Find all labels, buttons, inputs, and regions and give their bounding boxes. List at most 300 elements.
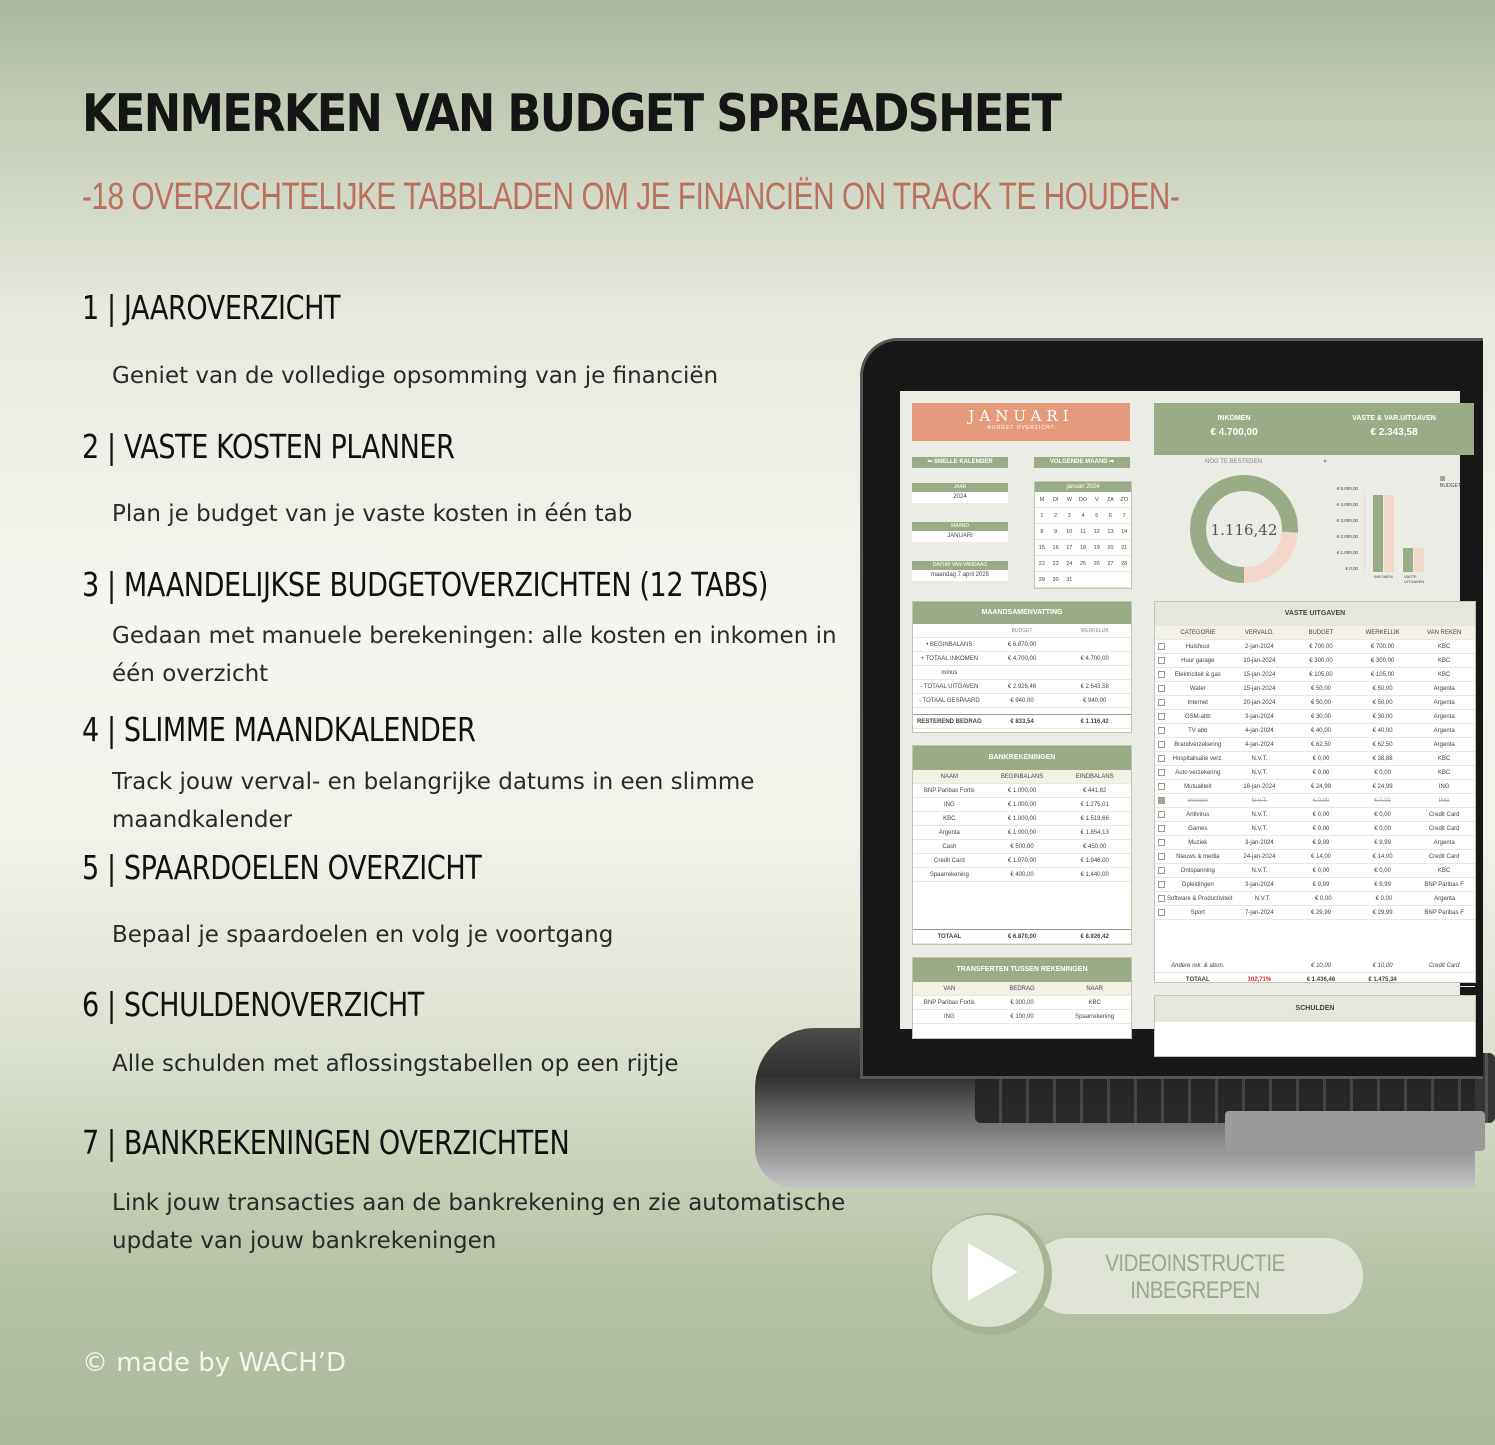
vaste-row <box>1155 668 1475 682</box>
vaste-row-cell: TV abb <box>1188 727 1208 734</box>
bank-row <box>913 798 1131 812</box>
vaste-row-cell: € 0,00 <box>1315 895 1332 902</box>
feature-heading-2: 2 | VASTE KOSTEN PLANNER <box>82 427 455 466</box>
summary-row-cell: € 940,00 <box>1010 697 1034 704</box>
vaste-row-cell: N.V.T. <box>1254 895 1271 902</box>
summary-col-budget: BUDGET <box>1011 627 1033 634</box>
vaste-row-cell: € 24,99 <box>1372 783 1393 790</box>
calendar-grid <box>1035 492 1131 588</box>
summary-row-cell: - TOTAAL UITGAVEN <box>920 683 979 690</box>
vaste-row-cell: Huur garage <box>1181 657 1215 664</box>
vaste-row-cell: Argenta <box>1433 839 1455 846</box>
copyright: © made by WACH’D <box>82 1348 347 1378</box>
calendar-week <box>1035 556 1131 572</box>
bank-row-cell: Argenta <box>938 829 960 836</box>
vaste-total-label: TOTAAL <box>1185 976 1210 983</box>
calendar-week-cell: 19 <box>1093 544 1100 551</box>
calendar-title: januari 2024 <box>1035 482 1131 492</box>
transfer-col-from: VAN <box>943 985 956 992</box>
video-badge-line2: INBEGREPEN <box>1130 1277 1260 1304</box>
vaste-title: VASTE UITGAVEN <box>1155 602 1475 626</box>
calendar-week-cell: 20 <box>1107 544 1114 551</box>
vaste-row-cell: N.V.T. <box>1251 825 1268 832</box>
vaste-row-cell: Credit Card <box>1428 825 1460 832</box>
calendar-week <box>1035 508 1131 524</box>
month-calendar <box>1034 481 1132 589</box>
bank-row-cell: € 1.854,13 <box>1080 829 1109 836</box>
vaste-row-cell: € 0,00 <box>1312 755 1330 762</box>
feature-heading-7: 7 | BANKREKENINGEN OVERZICHTEN <box>82 1123 570 1162</box>
bank-col-name: NAAM <box>940 773 958 780</box>
legend-swatch <box>1440 476 1445 481</box>
row-checkbox[interactable] <box>1158 867 1165 874</box>
video-badge-line1: VIDEOINSTRUCTIE <box>1105 1250 1285 1277</box>
vaste-row <box>1155 808 1475 822</box>
vaste-row <box>1155 878 1475 892</box>
feature-desc-3: Gedaan met manuele berekeningen: alle kosten en inkomen in één overzicht <box>112 623 837 687</box>
vaste-row-cell: KBC <box>1438 769 1451 776</box>
vaste-row-cell: € 105,00 <box>1370 671 1395 678</box>
calendar-week-cell: 2 <box>1054 512 1058 519</box>
bank-row-cell: Spaarrekening <box>929 871 969 878</box>
vaste-row <box>1155 822 1475 836</box>
vaste-row-cell: € 14,00 <box>1310 853 1331 860</box>
vaste-row-cell: KBC <box>1438 657 1451 664</box>
bar-axis-tick: € 1.000,00 <box>1336 550 1358 555</box>
row-checkbox[interactable] <box>1158 825 1165 832</box>
vaste-row-cell: ING <box>1438 797 1450 804</box>
calendar-week-cell: 21 <box>1121 544 1128 551</box>
vaste-row-cell: € 0,00 <box>1374 867 1391 874</box>
vaste-row-cell: € 50,00 <box>1372 685 1393 692</box>
bank-row <box>913 812 1131 826</box>
fixed-expenses-panel <box>1154 601 1476 983</box>
calendar-weekdays-cell: W <box>1066 496 1072 503</box>
transfer-row-cell: € 300,00 <box>1010 999 1034 1006</box>
vaste-row-cell: 20-jan-2024 <box>1243 699 1276 706</box>
vaste-row-cell: KBC <box>1438 867 1451 874</box>
vaste-row-cell: 10-jan-2024 <box>1243 657 1276 664</box>
vaste-row <box>1155 752 1475 766</box>
summary-row <box>913 680 1131 694</box>
row-checkbox[interactable] <box>1158 657 1165 664</box>
vaste-other-account: Credit Card <box>1428 962 1460 969</box>
remaining-donut-chart <box>1188 473 1300 585</box>
bank-row-cell: Credit Card <box>933 857 965 864</box>
row-checkbox[interactable] <box>1158 797 1165 804</box>
row-checkbox[interactable] <box>1158 727 1165 734</box>
vaste-row-cell: € 50,00 <box>1310 699 1331 706</box>
bank-row-cell: KBC <box>943 815 956 822</box>
bank-row-cell: Cash <box>942 843 957 850</box>
bank-row-cell: € 441,62 <box>1083 787 1107 794</box>
bar-axis <box>1324 486 1358 576</box>
vaste-row <box>1155 906 1475 920</box>
laptop-trackpad <box>1225 1111 1485 1151</box>
vaste-row-cell: € 0,00 <box>1312 811 1330 818</box>
vaste-row-cell: Argenta <box>1434 895 1456 902</box>
vaste-header <box>1155 626 1475 640</box>
row-checkbox[interactable] <box>1158 713 1165 720</box>
vaste-row-cell: 7-jan-2024 <box>1245 909 1274 916</box>
calendar-week-cell: 5 <box>1095 512 1099 519</box>
summary-row <box>913 652 1131 666</box>
row-checkbox[interactable] <box>1158 839 1165 846</box>
bank-row-cell: € 1.000,00 <box>1007 829 1037 836</box>
calendar-week-cell: 15 <box>1038 544 1045 551</box>
bank-row-cell: € 1.000,00 <box>1007 815 1037 822</box>
vaste-row-cell: Muziek <box>1188 839 1208 846</box>
summary-row-cell: + TOTAAL INKOMEN <box>920 655 978 662</box>
vaste-row-cell: BNP Paribas F <box>1424 909 1464 916</box>
transfer-title: TRANSFERTEN TUSSEN REKENINGEN <box>913 958 1131 982</box>
bar-axis-tick: € 5.000,00 <box>1336 486 1358 491</box>
summary-title: MAANDSAMENVATTING <box>913 602 1131 624</box>
vaste-row-cell: Games <box>1188 825 1208 832</box>
vaste-row-cell: Ontspanning <box>1180 867 1215 874</box>
laptop-mockup <box>755 338 1464 1198</box>
bar-mark <box>1403 548 1413 572</box>
calendar-week-cell: 29 <box>1038 576 1045 583</box>
vaste-row-cell: Nieuws & media <box>1176 853 1220 860</box>
calendar-week-cell: 22 <box>1038 560 1045 567</box>
summary-row-cell: minus <box>941 669 958 676</box>
bar-axis-tick: € 4.000,00 <box>1336 502 1358 507</box>
donut-value: 1.116,42 <box>1210 521 1278 539</box>
calendar-week-cell: 27 <box>1107 560 1114 567</box>
vaste-row-cell: € 0,00 <box>1374 825 1391 832</box>
bank-total-start: € 6.870,00 <box>1007 933 1037 940</box>
calendar-week-cell: 31 <box>1066 576 1073 583</box>
summary-row-cell: € 2.926,46 <box>1007 683 1037 690</box>
bank-row-cell: € 450,00 <box>1083 843 1107 850</box>
feature-heading-1: 1 | JAAROVERZICHT <box>82 288 341 327</box>
vaste-row-cell: € 9,99 <box>1312 839 1330 846</box>
bar-cat-2: VASTE UITGAVEN <box>1404 574 1425 584</box>
vaste-row-cell: € 62,50 <box>1310 741 1331 748</box>
bank-row-cell: € 1.519,66 <box>1080 815 1109 822</box>
year-value[interactable]: 2024 <box>912 492 1008 503</box>
vaste-col-due: VERVALD. <box>1244 629 1274 636</box>
year-field <box>912 483 1008 503</box>
bank-title: BANKREKENINGEN <box>913 746 1131 770</box>
vaste-row-cell: € 24,99 <box>1310 783 1331 790</box>
vaste-total-actual: € 1.475,34 <box>1368 976 1397 983</box>
chevron-down-icon: ▾ <box>1323 459 1327 465</box>
quick-calendar-button[interactable]: ⬅ SNELLE KALENDER <box>912 457 1008 468</box>
vaste-col-budget: BUDGET <box>1308 629 1334 636</box>
vaste-row-cell: € 700,00 <box>1370 643 1395 650</box>
vaste-row <box>1155 682 1475 696</box>
expense-value: € 2.343,58 <box>1370 427 1418 438</box>
feature-desc-1: Geniet van de volledige opsomming van je financiën <box>112 363 719 389</box>
bar-mark <box>1414 548 1424 572</box>
summary-col-werkelijk: WERKELIJK <box>1080 627 1109 634</box>
vaste-row-cell: € 29,99 <box>1372 909 1393 916</box>
income-expense-banner <box>1154 403 1474 455</box>
bank-total <box>913 929 1131 944</box>
month-subtitle: -BUDGET OVERZICHT- <box>984 425 1058 431</box>
vaste-row-cell: Credit Card <box>1428 811 1460 818</box>
calendar-week-cell: 4 <box>1081 512 1085 519</box>
calendar-week-cell: 1 <box>1040 512 1044 519</box>
row-checkbox[interactable] <box>1158 895 1165 902</box>
bank-row-cell: € 1.946,00 <box>1080 857 1109 864</box>
vaste-row-cell: € 0,00 <box>1374 797 1391 804</box>
vaste-row-cell: 4-jan-2024 <box>1245 741 1274 748</box>
vaste-row-cell: Internet <box>1187 699 1208 706</box>
row-checkbox[interactable] <box>1158 685 1165 692</box>
vaste-row-cell: € 0,00 <box>1312 867 1330 874</box>
vaste-row-cell: Elektriciteit & gas <box>1174 671 1221 678</box>
vaste-row-cell: € 40,00 <box>1310 727 1331 734</box>
feature-desc-4: Track jouw verval- en belangrijke datums in een slimme maandkalender <box>112 769 755 833</box>
bank-row-cell: € 1.970,00 <box>1007 857 1037 864</box>
vaste-row-cell: € 9,99 <box>1374 881 1391 888</box>
row-checkbox[interactable] <box>1158 755 1165 762</box>
vaste-row <box>1155 850 1475 864</box>
bank-row <box>913 840 1131 854</box>
vaste-row <box>1155 836 1475 850</box>
summary-row-cell: € 2.643,58 <box>1080 683 1109 690</box>
summary-total-budget: € 833,54 <box>1010 718 1034 725</box>
vaste-row-cell: Argenta <box>1433 713 1455 720</box>
vaste-row <box>1155 654 1475 668</box>
bank-row-cell: € 500,00 <box>1010 843 1034 850</box>
vaste-row <box>1155 724 1475 738</box>
bank-total-end: € 8.926,42 <box>1080 933 1109 940</box>
calendar-weekdays-cell: ZO <box>1120 496 1128 503</box>
vaste-row-cell: Brandverzekering <box>1174 741 1222 748</box>
vaste-total-budget: € 1.436,46 <box>1306 976 1336 983</box>
vaste-row-cell: € 0,00 <box>1374 811 1391 818</box>
vaste-row-cell: Argenta <box>1433 685 1455 692</box>
calendar-week-cell: 12 <box>1093 528 1100 535</box>
row-checkbox[interactable] <box>1158 853 1165 860</box>
feature-desc-2: Plan je budget van je vaste kosten in één tab <box>112 501 633 527</box>
expense-label: VASTE & VAR.UITGAVEN <box>1352 415 1436 422</box>
transfer-rows <box>913 996 1131 1024</box>
vaste-row-cell: 3-jan-2024 <box>1245 839 1274 846</box>
calendar-week-cell: 6 <box>1108 512 1112 519</box>
summary-row <box>913 666 1131 680</box>
vaste-row <box>1155 696 1475 710</box>
vaste-row <box>1155 766 1475 780</box>
vaste-row-cell: Auto verzekering <box>1175 769 1221 776</box>
vaste-row-cell: € 700,00 <box>1309 643 1333 650</box>
transfer-row-cell: € 100,00 <box>1010 1013 1034 1020</box>
bar-legend-label: BUDGET <box>1440 483 1461 489</box>
bar-plot <box>1364 490 1465 572</box>
remaining-dropdown[interactable] <box>1205 458 1327 465</box>
transfer-row <box>913 996 1131 1010</box>
transfer-col-amount: BEDRAG <box>1009 985 1035 992</box>
bank-row-cell: BNP Paribas Fortis <box>923 787 975 794</box>
bar-cat-1: INKOMEN <box>1374 574 1393 579</box>
bar-axis-tick: € 2.000,00 <box>1336 534 1358 539</box>
calendar-week-cell: 11 <box>1080 528 1086 535</box>
bank-rows <box>913 784 1131 882</box>
vaste-row-cell: Software & Productiviteit <box>1167 895 1233 902</box>
vaste-row-cell: Argenta <box>1433 741 1455 748</box>
vaste-row-cell: 15-jan-2024 <box>1243 685 1276 692</box>
vaste-row-cell: 2-jan-2024 <box>1245 643 1274 650</box>
bank-row-cell: € 1.275,01 <box>1080 801 1109 808</box>
summary-total-actual: € 1.116,42 <box>1080 718 1109 725</box>
vaste-row <box>1155 710 1475 724</box>
summary-row <box>913 638 1131 652</box>
vaste-col-account: VAN REKEN <box>1427 629 1462 636</box>
bar-legend <box>1440 476 1464 489</box>
next-month-button[interactable]: VOLGENDE MAAND ➡ <box>1034 457 1130 468</box>
calendar-week <box>1035 572 1131 588</box>
vaste-row-cell: Sport <box>1190 909 1205 916</box>
transfer-header <box>913 982 1131 996</box>
summary-row-cell: € 6.870,00 <box>1007 641 1037 648</box>
bank-header <box>913 770 1131 784</box>
vaste-row-cell: 24-jan-2024 <box>1243 853 1276 860</box>
vaste-row-cell: Antivirus <box>1186 811 1210 818</box>
feature-heading-6: 6 | SCHULDENOVERZICHT <box>82 985 424 1024</box>
month-summary-panel <box>912 601 1132 733</box>
calendar-weekdays-cell: DO <box>1078 496 1088 503</box>
row-checkbox[interactable] <box>1158 811 1165 818</box>
vaste-row-cell: € 0,00 <box>1374 769 1391 776</box>
summary-header <box>913 624 1131 638</box>
vaste-row-cell: € 0,00 <box>1375 895 1393 902</box>
vaste-row-cell: € 0,00 <box>1312 769 1330 776</box>
vaste-other-cat: Andere rek. & abon. <box>1171 962 1225 969</box>
bar-mark <box>1373 495 1383 572</box>
vaste-row <box>1155 864 1475 878</box>
calendar-week-cell: 8 <box>1040 528 1044 535</box>
vaste-rows <box>1155 640 1475 920</box>
vaste-row-cell: € 9,99 <box>1312 881 1330 888</box>
vaste-row-cell: 16-jan-2024 <box>1243 783 1276 790</box>
feature-desc-5: Bepaal je spaardoelen en volg je voortgang <box>112 922 614 948</box>
vaste-row-cell: KBC <box>1438 643 1451 650</box>
vaste-row-cell: N.V.T. <box>1251 797 1268 804</box>
income-label: INKOMEN <box>1217 415 1251 422</box>
calendar-week-cell: 28 <box>1121 560 1128 567</box>
row-checkbox[interactable] <box>1158 783 1165 790</box>
date-field <box>912 561 1008 581</box>
bank-row-cell: € 1.440,00 <box>1080 871 1109 878</box>
vaste-row <box>1155 640 1475 654</box>
vaste-row-cell: Hospitalisatie verz. <box>1172 755 1223 762</box>
vaste-row-cell: 4-jan-2024 <box>1245 727 1274 734</box>
row-checkbox[interactable] <box>1158 671 1165 678</box>
transfer-row-cell: KBC <box>1088 999 1101 1006</box>
vaste-row-cell: € 300,00 <box>1309 657 1333 664</box>
vaste-row-cell: € 50,00 <box>1372 699 1393 706</box>
row-checkbox[interactable] <box>1158 643 1165 650</box>
row-checkbox[interactable] <box>1158 909 1165 916</box>
page-subtitle: -18 OVERZICHTELIJKE TABBLADEN OM JE FINANCIËN ON TRACK TE HOUDEN- <box>82 176 1180 218</box>
summary-row-cell: - TOTAAL GESPAARD <box>918 697 980 704</box>
feature-heading-3: 3 | MAANDELIJKSE BUDGETOVERZICHTEN (12 TABS) <box>82 565 769 604</box>
vaste-row-cell: N.V.T. <box>1251 811 1268 818</box>
vaste-row-cell: Vervoer <box>1187 797 1209 804</box>
transfer-row-cell: ING <box>944 1013 955 1020</box>
transfer-row-cell: BNP Paribas Fortis <box>923 999 975 1006</box>
summary-row-cell: € 4.700,00 <box>1080 655 1109 662</box>
summary-rows <box>913 638 1131 708</box>
vaste-row-cell: € 29,99 <box>1310 909 1331 916</box>
row-checkbox[interactable] <box>1158 769 1165 776</box>
schulden-title: SCHULDEN <box>1155 996 1475 1022</box>
vaste-total-row <box>1155 973 1475 987</box>
vaste-row-cell: N.V.T. <box>1251 867 1268 874</box>
bank-row <box>913 868 1131 882</box>
budget-bar-chart <box>1324 476 1464 586</box>
vaste-col-cat: CATEGORIE <box>1180 629 1216 636</box>
vaste-row-cell: Water <box>1189 685 1206 692</box>
vaste-row-cell: Argenta <box>1433 699 1455 706</box>
vaste-row <box>1155 738 1475 752</box>
spreadsheet-screen <box>900 391 1464 1029</box>
summary-row-cell: € 4.700,00 <box>1007 655 1037 662</box>
calendar-weekdays-cell: M <box>1039 496 1045 503</box>
vaste-row-cell: € 9,99 <box>1374 839 1391 846</box>
vaste-empty-rows <box>1155 920 1475 959</box>
row-checkbox[interactable] <box>1158 699 1165 706</box>
debts-panel <box>1154 995 1476 1057</box>
vaste-other-actual: € 10,00 <box>1372 962 1393 969</box>
vaste-other-row <box>1155 959 1475 973</box>
vaste-row-cell: € 0,00 <box>1312 797 1330 804</box>
vaste-row-cell: N.V.T. <box>1251 769 1268 776</box>
feature-heading-5: 5 | SPAARDOELEN OVERZICHT <box>82 848 482 887</box>
bank-row-cell: ING <box>944 801 955 808</box>
calendar-week-cell: 14 <box>1121 528 1128 535</box>
row-checkbox[interactable] <box>1158 741 1165 748</box>
calendar-week-cell: 26 <box>1093 560 1100 567</box>
month-title: JANUARI <box>968 407 1074 425</box>
bank-row-cell: € 1.000,00 <box>1007 787 1037 794</box>
summary-total-label: RESTEREND BEDRAG <box>916 718 982 725</box>
vaste-row-cell: BNP Paribas F <box>1424 881 1464 888</box>
vaste-row-cell: Credit Card <box>1428 853 1460 860</box>
year-label: JAAR <box>912 483 1008 492</box>
calendar-weekdays-cell: ZA <box>1106 496 1114 503</box>
feature-desc-7: Link jouw transacties aan de bankrekening en zie automatische update van jouw bankrekeningen <box>112 1190 846 1254</box>
calendar-week-cell: 9 <box>1054 528 1058 535</box>
month-value[interactable]: JANUARI <box>912 531 1008 542</box>
vaste-row-cell: N.V.T. <box>1251 755 1268 762</box>
transfer-row <box>913 1010 1131 1024</box>
vaste-row-cell: KBC <box>1438 755 1451 762</box>
month-label: MAAND <box>912 522 1008 531</box>
vaste-row-cell: Argenta <box>1433 727 1455 734</box>
vaste-row-cell: Opleidingen <box>1181 881 1214 888</box>
row-checkbox[interactable] <box>1158 881 1165 888</box>
transfer-row-cell: Spaarrekening <box>1075 1013 1115 1020</box>
vaste-row-cell: KBC <box>1438 671 1451 678</box>
feature-desc-6: Alle schulden met aflossingstabellen op een rijtje <box>112 1051 679 1077</box>
vaste-row-cell: € 38,88 <box>1372 755 1393 762</box>
bank-row <box>913 826 1131 840</box>
vaste-row-cell: 15-jan-2024 <box>1243 671 1276 678</box>
calendar-week <box>1035 524 1131 540</box>
income-value: € 4.700,00 <box>1210 427 1258 438</box>
calendar-weekdays-cell: V <box>1094 496 1099 503</box>
month-field <box>912 522 1008 542</box>
feature-heading-4: 4 | SLIMME MAANDKALENDER <box>82 710 476 749</box>
calendar-week-cell: 10 <box>1066 528 1073 535</box>
vaste-row <box>1155 780 1475 794</box>
bar-axis-tick: € 3.000,00 <box>1336 518 1358 523</box>
